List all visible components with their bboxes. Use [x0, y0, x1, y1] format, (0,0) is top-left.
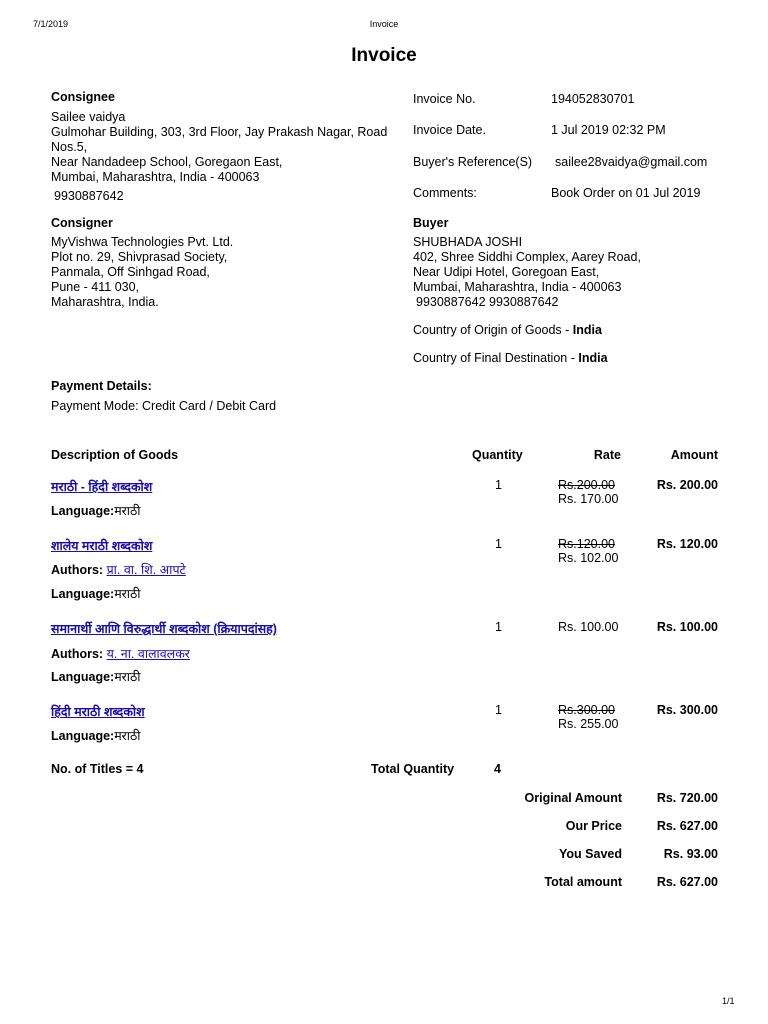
col-description: Description of Goods: [51, 448, 179, 462]
language-label: Language:: [51, 729, 115, 743]
invoice-date-value: 1 Jul 2019 02:32 PM: [551, 123, 666, 137]
consigner-line: Pune - 411 030,: [51, 280, 140, 294]
titles-count: No. of Titles = 4: [51, 762, 144, 776]
item-language: [51, 727, 141, 744]
consigner-line: Maharashtra, India.: [51, 295, 159, 309]
buyer-line: Near Udipi Hotel, Goregoan East,: [413, 265, 600, 279]
item-original-rate: Rs.300.00: [558, 703, 615, 717]
you-saved-value: Rs. 93.00: [663, 847, 718, 861]
item-quantity: 1: [495, 537, 502, 551]
item-authors: [51, 561, 186, 578]
page-title: Invoice: [351, 45, 417, 66]
item-rate: Rs. 255.00: [558, 717, 619, 731]
item-quantity: 1: [495, 478, 502, 492]
total-amount-value: Rs. 627.00: [656, 875, 718, 889]
payment-mode: Payment Mode: Credit Card / Debit Card: [51, 399, 277, 413]
consignee-phone: 9930887642: [54, 189, 124, 203]
authors-label: Authors:: [51, 647, 104, 661]
language-value: मराठी: [114, 729, 141, 743]
buyer-line: Mumbai, Maharashtra, India - 400063: [413, 280, 622, 294]
item-title-link[interactable]: शालेय मराठी शब्दकोश: [51, 539, 153, 553]
country-destination-label: Country of Final Destination -: [413, 351, 579, 365]
item-amount: Rs. 300.00: [656, 703, 718, 717]
consigner-address: [51, 235, 233, 310]
buyer-reference-label: Buyer's Reference(S): [413, 155, 533, 169]
language-value: मराठी: [114, 670, 141, 684]
language-label: Language:: [51, 504, 115, 518]
language-value: मराठी: [114, 587, 141, 601]
buyer-line: 9930887642 9930887642: [416, 295, 559, 309]
total-quantity-value: 4: [494, 762, 501, 776]
consigner-line: Panmala, Off Sinhgad Road,: [51, 265, 210, 279]
item-title-link[interactable]: मराठी - हिंदी शब्दकोश: [51, 480, 153, 494]
buyer-address: [413, 235, 641, 310]
you-saved-label: You Saved: [559, 847, 622, 861]
country-destination: [413, 351, 608, 365]
page-number: 1/1: [722, 996, 735, 1006]
item-authors: [51, 645, 190, 662]
our-price-label: Our Price: [565, 819, 622, 833]
original-amount-value: Rs. 720.00: [656, 791, 718, 805]
invoice-date-label: Invoice Date.: [413, 123, 486, 137]
consignee-line: Nos.5,: [51, 140, 88, 154]
our-price-value: Rs. 627.00: [656, 819, 718, 833]
consignee-line: Sailee vaidya: [51, 110, 126, 124]
country-origin: [413, 323, 602, 337]
item-language: [51, 502, 141, 519]
language-value: मराठी: [114, 504, 141, 518]
buyer-line: SHUBHADA JOSHI: [413, 235, 523, 249]
item-title-link[interactable]: हिंदी मराठी शब्दकोश: [51, 705, 145, 719]
payment-heading: Payment Details:: [51, 379, 152, 393]
invoice-no-value: 194052830701: [551, 92, 635, 106]
item-title-link[interactable]: समानार्थी आणि विरुद्धार्थी शब्दकोश (क्रियापदांसह): [51, 622, 277, 636]
col-rate: Rate: [593, 448, 621, 462]
language-label: Language:: [51, 587, 115, 601]
consignee-line: Mumbai, Maharashtra, India - 400063: [51, 170, 260, 184]
country-origin-label: Country of Origin of Goods -: [413, 323, 573, 337]
language-label: Language:: [51, 670, 115, 684]
consigner-line: MyVishwa Technologies Pvt. Ltd.: [51, 235, 234, 249]
item-language: [51, 668, 141, 685]
consigner-line: Plot no. 29, Shivprasad Society,: [51, 250, 228, 264]
author-link[interactable]: य. ना. वालावलकर: [106, 647, 190, 661]
buyer-line: 402, Shree Siddhi Complex, Aarey Road,: [413, 250, 641, 264]
item-amount: Rs. 100.00: [656, 620, 718, 634]
total-amount-label: Total amount: [544, 875, 622, 889]
consignee-address: [51, 110, 387, 185]
consignee-line: Near Nandadeep School, Goregaon East,: [51, 155, 283, 169]
item-rate: Rs. 170.00: [558, 492, 619, 506]
original-amount-label: Original Amount: [524, 791, 622, 805]
item-quantity: 1: [495, 620, 502, 634]
consigner-heading: Consigner: [51, 216, 113, 230]
print-date: 7/1/2019: [33, 19, 69, 29]
item-original-rate: Rs.120.00: [558, 537, 615, 551]
item-amount: Rs. 120.00: [656, 537, 718, 551]
total-quantity-label: Total Quantity: [371, 762, 455, 776]
author-link[interactable]: प्रा. वा. शि. आपटे: [106, 563, 186, 577]
item-language: [51, 585, 141, 602]
comments-label: Comments:: [413, 186, 477, 200]
col-amount: Amount: [670, 448, 718, 462]
item-amount: Rs. 200.00: [656, 478, 718, 492]
buyer-heading: Buyer: [413, 216, 449, 230]
consignee-heading: Consignee: [51, 90, 115, 104]
item-quantity: 1: [495, 703, 502, 717]
country-origin-value: India: [572, 323, 602, 337]
comments-value: Book Order on 01 Jul 2019: [551, 186, 701, 200]
col-quantity: Quantity: [472, 448, 523, 462]
invoice-no-label: Invoice No.: [413, 92, 476, 106]
authors-label: Authors:: [51, 563, 104, 577]
item-rate: Rs. 102.00: [558, 551, 619, 565]
consignee-line: Gulmohar Building, 303, 3rd Floor, Jay Prakash Nagar, Road: [51, 125, 388, 139]
print-title: Invoice: [369, 19, 399, 29]
item-rate: Rs. 100.00: [558, 620, 619, 634]
item-original-rate: Rs.200.00: [558, 478, 615, 492]
country-destination-value: India: [578, 351, 608, 365]
buyer-reference-value: sailee28vaidya@gmail.com: [555, 155, 708, 169]
